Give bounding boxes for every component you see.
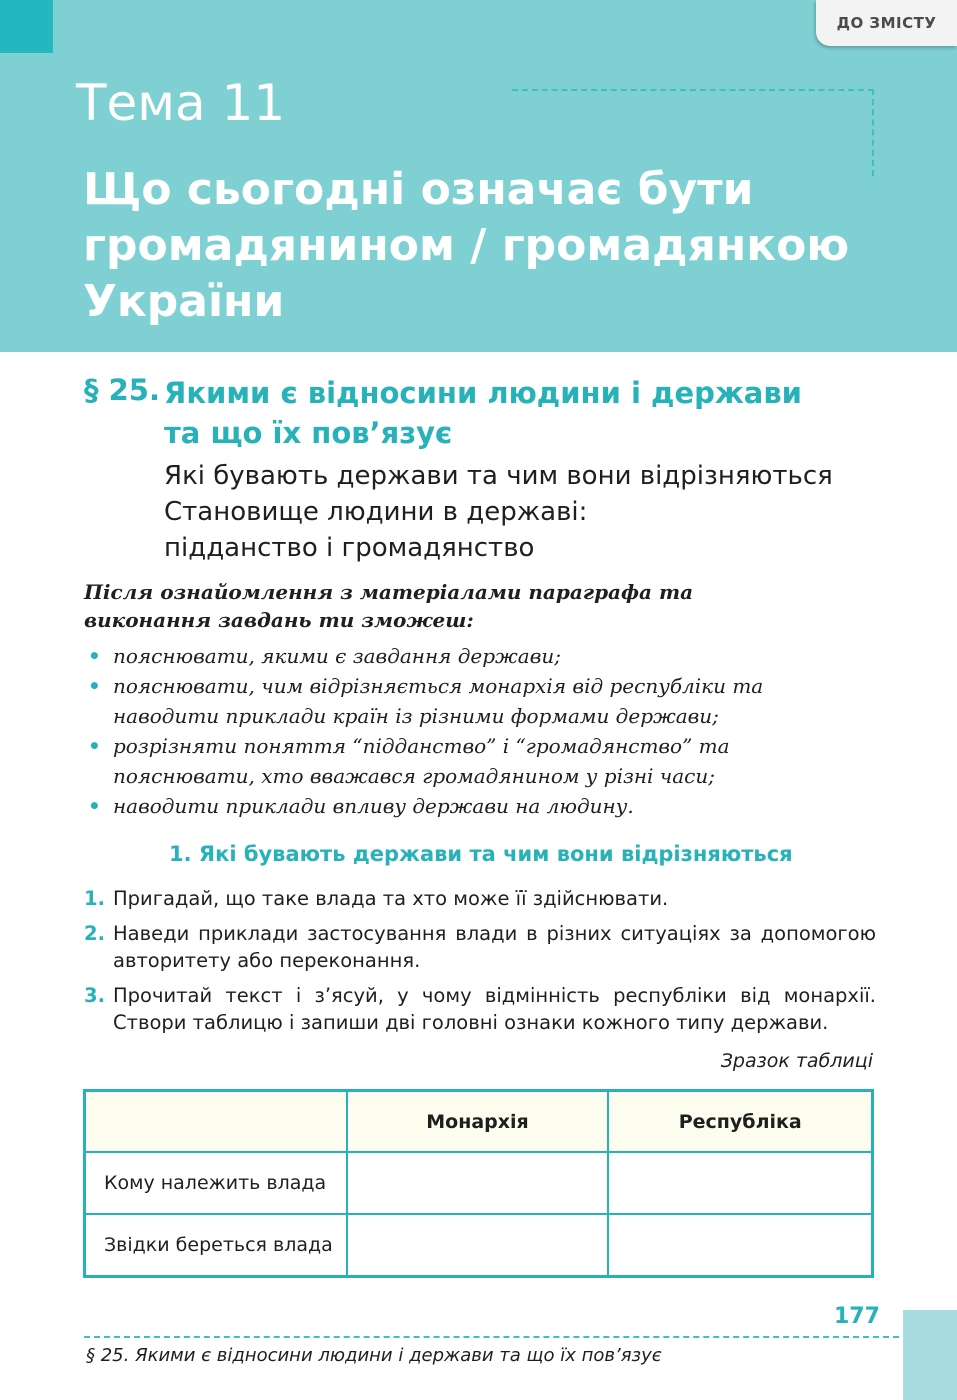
goals-intro: Після ознайомлення з матеріалами параграфа та виконання завдань ти зможеш: [84,580,694,632]
goal-item [86,731,806,791]
goals-list [86,641,806,821]
theme-label: Тема 11 [76,74,286,132]
task-text: Прочитай текст і з’ясуй, у чому відмінність республіки від монархії. Створи таблицю і запиши дві головні ознаки кожного типу держави. [113,984,876,1034]
to-contents-button[interactable]: ДО ЗМІСТУ [816,0,957,46]
table-header-cell: Республіка [608,1091,872,1153]
task-number: 3. [84,984,105,1007]
header-dashed-line [512,89,874,91]
running-title: § 25. Якими є відносини людини і держави та що їх пов’язує [86,1345,662,1366]
paragraph-title [164,373,884,453]
table-cell [608,1152,872,1214]
goal-text: розрізняти поняття “підданство” і “громадянство” та пояснювати, хто вважався громадянином у різні часи; [113,734,730,788]
goal-text: наводити приклади впливу держави на людину. [113,794,634,818]
subtopics-list [164,458,924,566]
table-header-row [85,1091,873,1153]
table-cell [347,1214,609,1277]
sample-table [83,1089,874,1278]
table-cell [608,1214,872,1277]
task-item [84,920,876,974]
subtopic: Які бувають держави та чим вони відрізняються [164,461,833,491]
task-text: Наведи приклади застосування влади в різних ситуаціях за допомогою авторитету або переконання. [113,922,876,972]
footer-dashed-line [84,1336,899,1338]
page-number: 177 [834,1304,880,1329]
bullet-icon: • [88,644,101,668]
task-number: 2. [84,922,105,945]
page-edge-strip [903,1310,957,1400]
goal-item [86,641,806,671]
corner-block [0,0,53,53]
task-text: Пригадай, що таке влада та хто може її здійснювати. [113,887,669,910]
subtopic: підданство і громадянство [164,533,535,563]
paragraph-title-line: та що їх пов’язує [164,416,453,450]
table-header-cell: Монархія [347,1091,609,1153]
bullet-icon: • [88,794,101,818]
table-caption: Зразок таблиці [720,1050,873,1072]
table-row-label: Звідки береться влада [85,1214,347,1277]
task-item [84,982,876,1036]
goal-text: пояснювати, якими є завдання держави; [113,644,561,668]
table-row [85,1214,873,1277]
subtopic: Становище людини в державі: [164,497,588,527]
section-heading: 1. Які бувають держави та чим вони відрізняються [169,842,793,866]
table-row [85,1152,873,1214]
task-item [84,885,876,912]
tasks-list [84,885,876,1044]
table-row-label: Кому належить влада [85,1152,347,1214]
goal-item [86,671,806,731]
goal-item [86,791,806,821]
table-header-cell [85,1091,347,1153]
goal-text: пояснювати, чим відрізняється монархія від республіки та наводити приклади країн із різними формами держави; [113,674,764,728]
task-number: 1. [84,887,105,910]
bullet-icon: • [88,674,101,698]
paragraph-number: § 25. [84,373,160,407]
theme-title: Що сьогодні означає бути громадянином / громадянкою України [83,164,850,327]
bullet-icon: • [88,734,101,758]
paragraph-title-line: Якими є відносини людини і держави [164,376,802,410]
table-cell [347,1152,609,1214]
